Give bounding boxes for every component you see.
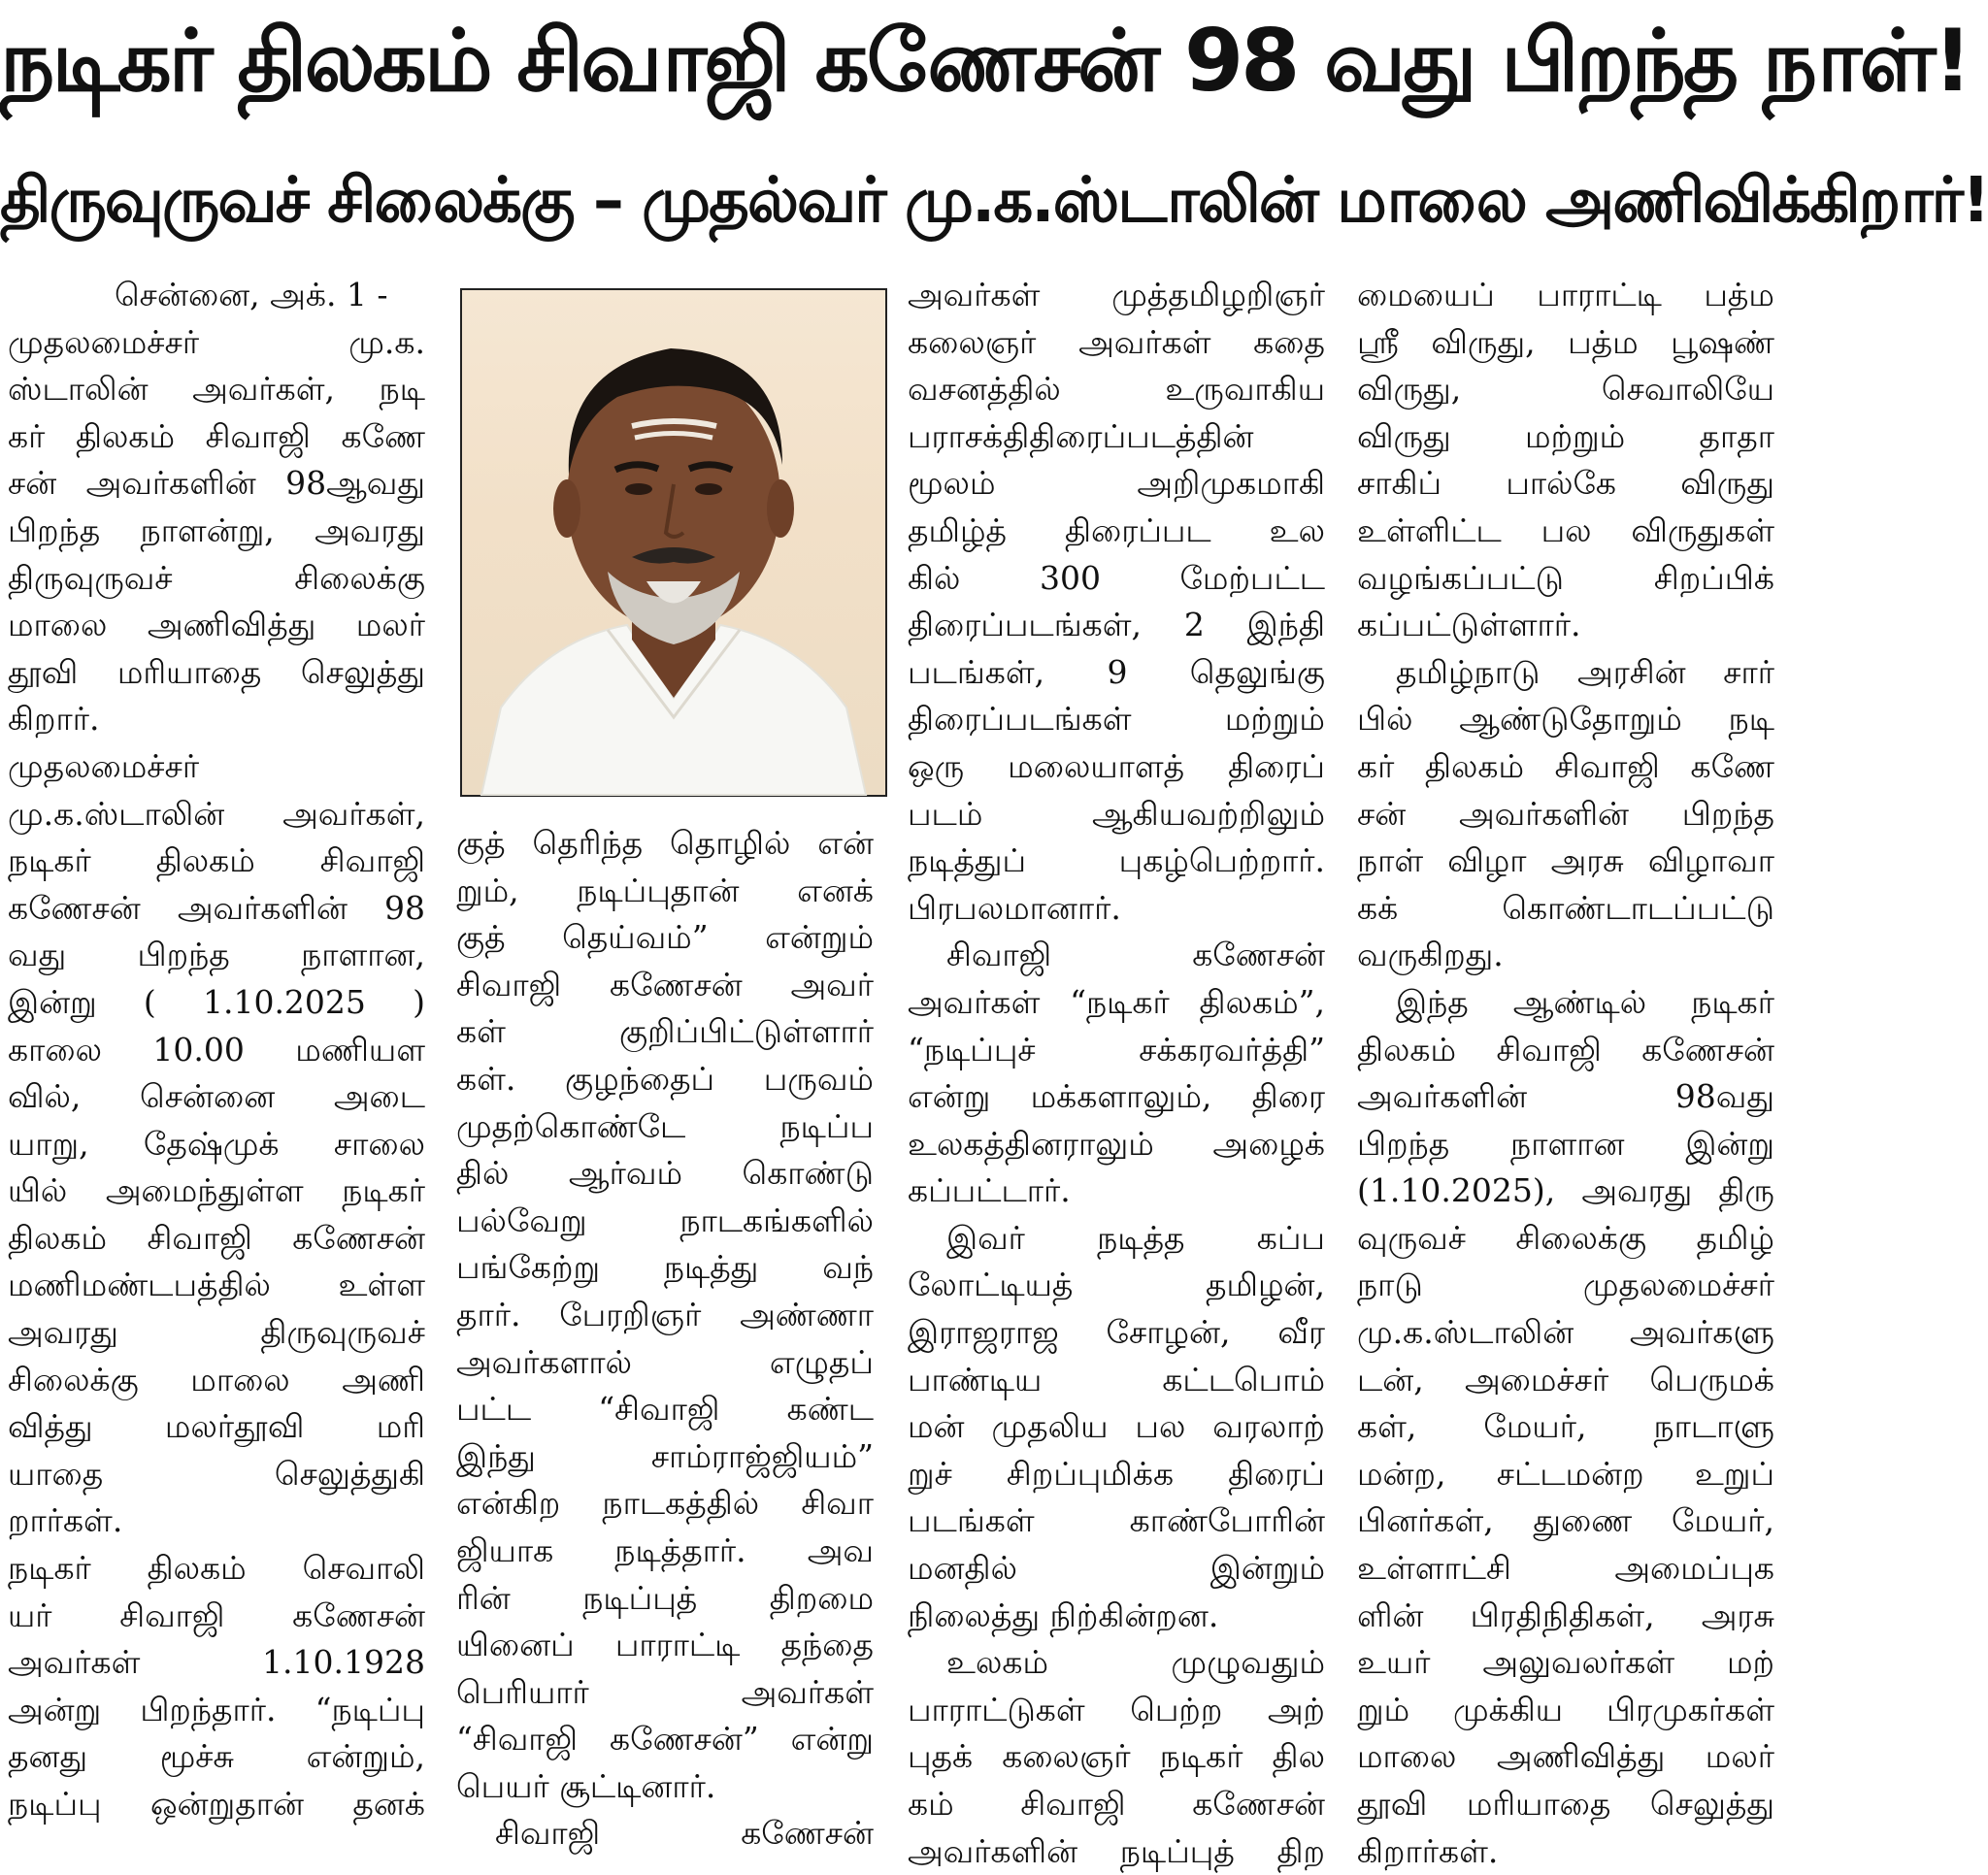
column-line: இவர் நடித்த கப்ப: [946, 1218, 1325, 1257]
column-line: வருகிறது.: [1357, 936, 1504, 974]
column-line: கலைஞர் அவர்கள் கதை: [908, 322, 1325, 361]
column-line: நடிகர் திலகம் சிவாஜி: [8, 841, 425, 880]
column-line: அவர்களால் எழுதப்: [456, 1342, 874, 1381]
column-line: படங்கள் காண்போரின்: [908, 1501, 1325, 1540]
column-line: திரைப்படங்கள், 2 இந்தி: [908, 606, 1325, 644]
column-line: மாலை அணிவித்து மலர்: [8, 606, 425, 644]
column-line: உள்ளாட்சி அமைப்புக: [1357, 1549, 1774, 1588]
column-line: சிவாஜி கணேசன்: [946, 936, 1325, 974]
column-line: கக் கொண்டாடப்பட்டு: [1357, 888, 1774, 927]
column-line: (1.10.2025), அவரது திரு: [1357, 1171, 1774, 1210]
column-line: ஒரு மலையாளத் திரைப்: [908, 746, 1325, 785]
column-line: தமிழ்நாடு அரசின் சார்: [1396, 652, 1774, 691]
column-line: மு.க.ஸ்டாலின் அவர்கள்,: [8, 794, 425, 833]
column-line: ஸ்ரீ விருது, பத்ம பூஷண்: [1357, 322, 1774, 361]
column-line: கணேசன் அவர்களின் 98: [8, 888, 425, 927]
column-line: தனது மூச்சு என்றும்,: [8, 1737, 425, 1776]
portrait-illustration: [462, 290, 885, 795]
column-line: தார். பேரறிஞர் அண்ணா: [456, 1295, 874, 1333]
column-line: பல்வேறு நாடகங்களில்: [456, 1201, 874, 1239]
column-line: பெயர் சூட்டினார்.: [456, 1766, 716, 1805]
column-line: பிரபலமானார்.: [908, 888, 1121, 927]
column-line: காலை 10.00 மணியள: [8, 1030, 425, 1069]
column-line: கள் குறிப்பிட்டுள்ளார்: [456, 1012, 874, 1051]
column-line: நடிகர் திலகம் செவாலி: [8, 1549, 425, 1588]
column-line: திருவுருவச் சிலைக்கு: [8, 558, 425, 597]
column-line: சிலைக்கு மாலை அணி: [8, 1360, 425, 1398]
column-line: கிறார்கள்.: [1357, 1831, 1499, 1870]
column-line: தில் ஆர்வம் கொண்டு: [456, 1154, 874, 1193]
column-line: “சிவாஜி கணேசன்” என்று: [456, 1720, 874, 1759]
column-line: நாள் விழா அரசு விழாவா: [1357, 841, 1774, 880]
article-column-2: [456, 820, 874, 1858]
column-line: ரின் நடிப்புத் திறமை: [456, 1578, 874, 1617]
column-line: மையைப் பாராட்டி பத்ம: [1357, 276, 1774, 313]
column-line: திரைப்படங்கள் மற்றும்: [908, 700, 1325, 739]
column-line: வுருவச் சிலைக்கு தமிழ்: [1357, 1218, 1774, 1257]
column-line: கம் சிவாஜி கணேசன்: [908, 1785, 1325, 1823]
column-line: தூவி மரியாதை செலுத்து: [8, 652, 425, 691]
column-line: அவரது திருவுருவச்: [8, 1313, 425, 1352]
column-line: அவர்கள் “நடிகர் திலகம்”,: [908, 982, 1325, 1021]
column-line: முதலமைச்சர் மு.க.: [8, 322, 425, 361]
column-line: தூவி மரியாதை செலுத்து: [1357, 1785, 1774, 1823]
column-line: கிறார்.: [8, 700, 100, 739]
column-line: ஸ்டாலின் அவர்கள், நடி: [8, 370, 425, 409]
column-line: சிவாஜி கணேசன் அவர்: [456, 965, 874, 1003]
column-line: என்று மக்களாலும், திரை: [908, 1077, 1325, 1116]
column-line: குத் தெரிந்த தொழில் என்: [456, 824, 874, 862]
column-line: யாதை செலுத்துகி: [8, 1454, 425, 1493]
column-line: கர் திலகம் சிவாஜி கணே: [1357, 746, 1774, 785]
column-line: யினைப் பாராட்டி தந்தை: [456, 1626, 874, 1664]
column-line: பராசக்திதிரைப்படத்தின்: [908, 416, 1254, 455]
column-line: படங்கள், 9 தெலுங்கு: [908, 652, 1325, 691]
column-line: இராஜராஜ சோழன், வீர: [908, 1313, 1325, 1352]
column-line: சிவாஜி கணேசன்: [495, 1814, 874, 1853]
column-line: இன்று ( 1.10.2025 ): [8, 982, 425, 1021]
column-line: கில் 300 மேற்பட்ட: [908, 558, 1325, 597]
column-line: படம் ஆகியவற்றிலும்: [908, 794, 1325, 833]
column-line: பினர்கள், துணை மேயர்,: [1357, 1501, 1774, 1540]
column-line: அவர்கள் 1.10.1928: [8, 1643, 425, 1682]
column-line: யர் சிவாஜி கணேசன்: [8, 1595, 425, 1634]
column-line: இந்த ஆண்டில் நடிகர்: [1396, 982, 1774, 1021]
column-line: விருது மற்றும் தாதா: [1357, 416, 1774, 455]
column-line: புதக் கலைஞர் நடிகர் தில: [908, 1737, 1325, 1776]
column-line: கர் திலகம் சிவாஜி கணே: [8, 416, 425, 455]
column-line: உலகம் முழுவதும்: [946, 1643, 1325, 1682]
column-line: வழங்கப்பட்டு சிறப்பிக்: [1357, 558, 1774, 597]
column-line: தமிழ்த் திரைப்பட உல: [908, 510, 1325, 549]
column-line: அன்று பிறந்தார். “நடிப்பு: [8, 1690, 425, 1728]
column-line: திலகம் சிவாஜி கணேசன்: [1357, 1030, 1774, 1069]
column-line: மூலம் அறிமுகமாகி: [908, 464, 1325, 503]
column-line: பட்ட “சிவாஜி கண்ட: [456, 1390, 874, 1429]
column-line: நாடு முதலமைச்சர்: [1357, 1266, 1774, 1304]
headline: நடிகர் திலகம் சிவாஜி கணேசன் 98 வது பிறந்த நாள்!: [0, 11, 1970, 111]
column-line: வில், சென்னை அடை: [8, 1077, 425, 1116]
column-line: மன்ற, சட்டமன்ற உறுப்: [1357, 1454, 1774, 1493]
column-line: சென்னை, அக். 1 -: [115, 276, 388, 313]
column-line: அவர்கள் முத்தமிழறிஞர்: [908, 276, 1325, 313]
column-line: கள், மேயர், நாடாளு: [1357, 1407, 1774, 1446]
column-line: முதற்கொண்டே நடிப்ப: [456, 1106, 874, 1145]
column-line: மன் முதலிய பல வரலாற்: [908, 1407, 1325, 1446]
article-column-1: [8, 272, 425, 1828]
column-line: லோட்டியத் தமிழன்,: [908, 1266, 1325, 1304]
column-line: வசனத்தில் உருவாகிய: [908, 370, 1325, 409]
portrait-photo: [460, 288, 887, 797]
column-line: யில் அமைந்துள்ள நடிகர்: [8, 1171, 425, 1210]
column-line: அவர்களின் நடிப்புத் திற: [908, 1831, 1325, 1870]
column-line: என்கிற நாடகத்தில் சிவா: [456, 1484, 874, 1523]
column-line: ளின் பிரதிநிதிகள், அரசு: [1357, 1595, 1774, 1634]
column-line: உயர் அலுவலர்கள் மற்: [1357, 1643, 1774, 1682]
column-line: விருது, செவாலியே: [1357, 370, 1774, 409]
column-line: பெரியார் அவர்கள்: [456, 1672, 874, 1711]
column-line: அவர்களின் 98வது: [1357, 1077, 1774, 1116]
column-line: மணிமண்டபத்தில் உள்ள: [8, 1266, 425, 1304]
column-line: மனதில் இன்றும்: [908, 1549, 1325, 1588]
column-line: நிலைத்து நிற்கின்றன.: [908, 1595, 1219, 1634]
column-line: மாலை அணிவித்து மலர்: [1357, 1737, 1774, 1776]
column-line: சன் அவர்களின் 98ஆவது: [8, 464, 425, 503]
column-line: பங்கேற்று நடித்து வந்: [456, 1248, 874, 1287]
column-line: பிறந்த நாளான இன்று: [1357, 1124, 1774, 1163]
column-line: பிறந்த நாளன்று, அவரது: [8, 510, 425, 549]
column-line: கப்பட்டுள்ளார்.: [1357, 606, 1581, 644]
column-line: நடித்துப் புகழ்பெற்றார்.: [908, 841, 1325, 880]
column-line: கள். குழந்தைப் பருவம்: [456, 1059, 874, 1098]
column-line: சாகிப் பால்கே விருது: [1357, 464, 1774, 503]
column-line: முதலமைச்சர்: [8, 746, 200, 785]
column-line: றார்கள்.: [8, 1501, 123, 1540]
column-line: பாண்டிய கட்டபொம்: [908, 1360, 1325, 1398]
column-line: கப்பட்டார்.: [908, 1171, 1071, 1210]
column-line: யாறு, தேஷ்முக் சாலை: [8, 1124, 425, 1163]
column-line: திலகம் சிவாஜி கணேசன்: [8, 1218, 425, 1257]
column-line: உலகத்தினராலும் அழைக்: [908, 1124, 1325, 1163]
column-line: வது பிறந்த நாளான,: [8, 936, 425, 974]
column-line: பாராட்டுகள் பெற்ற அற்: [908, 1690, 1325, 1728]
column-line: றும் முக்கிய பிரமுகர்கள்: [1357, 1690, 1774, 1728]
column-line: றுச் சிறப்புமிக்க திரைப்: [908, 1454, 1325, 1493]
column-line: ஜியாக நடித்தார். அவ: [456, 1530, 874, 1569]
article-column-4: [1357, 272, 1774, 1875]
column-line: பில் ஆண்டுதோறும் நடி: [1357, 700, 1774, 739]
column-line: குத் தெய்வம்” என்றும்: [456, 918, 874, 957]
column-line: இந்து சாம்ராஜ்ஜியம்”: [456, 1436, 874, 1475]
column-line: வித்து மலர்தூவி மரி: [8, 1407, 425, 1446]
column-line: டன், அமைச்சர் பெருமக்: [1357, 1360, 1774, 1398]
column-line: நடிப்பு ஒன்றுதான் தனக்: [8, 1785, 425, 1823]
subheadline: திருவுருவச் சிலைக்கு – முதல்வர் மு.க.ஸ்டாலின் மாலை அணிவிக்கிறார்!: [0, 165, 1988, 237]
column-line: உள்ளிட்ட பல விருதுகள்: [1357, 510, 1774, 549]
column-line: சன் அவர்களின் பிறந்த: [1357, 794, 1774, 833]
column-line: றும், நடிப்புதான் எனக்: [456, 871, 874, 909]
article-column-3: [908, 272, 1325, 1875]
column-line: “நடிப்புச் சக்கரவர்த்தி”: [908, 1030, 1325, 1069]
column-line: மு.க.ஸ்டாலின் அவர்களு: [1357, 1313, 1774, 1352]
